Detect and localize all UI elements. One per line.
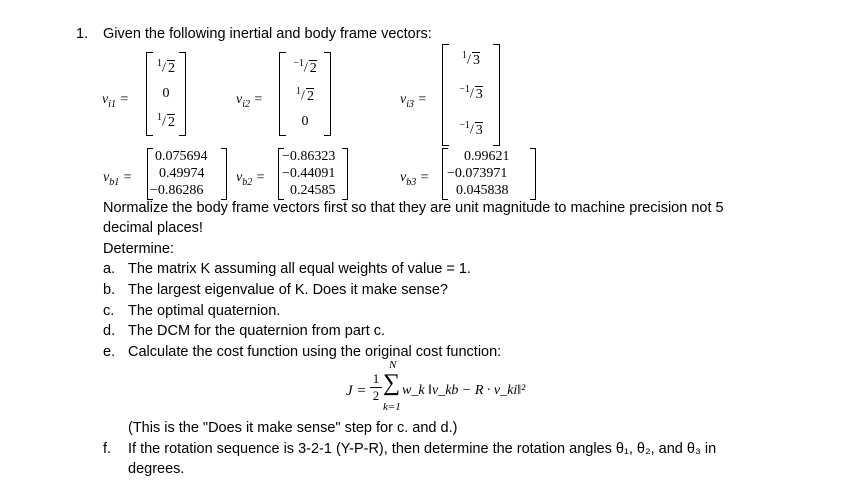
vb2-label: $v_{b2}$ =: [236, 170, 266, 188]
vi1-cell-3: $^1$/ 2: [157, 112, 175, 130]
item-d-letter: d.: [103, 323, 116, 339]
vb3-label: $v_{b3}$ =: [400, 170, 430, 188]
item-f-letter: f.: [103, 441, 112, 457]
item-b-text: The largest eigenvalue of K. Does it make sense?: [128, 282, 448, 298]
equation-fraction: [370, 372, 382, 403]
item-b-letter: b.: [103, 282, 116, 298]
vi3-cell-3: $^{-1}$/ 3: [459, 120, 483, 138]
vector-vi1: [146, 52, 186, 136]
vi2-cell-3: 0: [301, 114, 309, 129]
item-c-text: The optimal quaternion.: [128, 303, 281, 319]
vi3-cell-2: $^{-1}$/ 3: [459, 84, 483, 102]
vector-vi3: [442, 44, 500, 146]
item-f-text-1: If the rotation sequence is 3-2-1 (Y-P-R), then determine the rotation angles θ₁, θ₂, and θ₃ in: [128, 441, 717, 457]
vi2-cell-1: $^{-1}$/ 2: [293, 58, 317, 76]
item-e-text: Calculate the cost function using the original cost function:: [128, 344, 502, 360]
item-a-letter: a.: [103, 261, 116, 277]
vb2-cell-3: 0.24585: [290, 183, 336, 198]
vb2-cell-2: −0.44091: [282, 166, 336, 181]
item-e-letter: e.: [103, 344, 116, 360]
vi2-cell-2: $^1$/ 2: [296, 86, 314, 104]
determine-label: Determine:: [103, 241, 174, 257]
sum-upper: N: [389, 359, 397, 371]
vi1-label: $v_{i1}$ =: [102, 92, 129, 110]
note-line-2: decimal places!: [103, 220, 203, 236]
sum-lower: k=1: [383, 401, 401, 413]
sum-symbol: ∑: [383, 370, 401, 396]
vector-vb1: [147, 148, 227, 200]
vb1-cell-2: 0.49974: [159, 166, 205, 181]
vb1-cell-1: 0.075694: [155, 149, 208, 164]
item-c-letter: c.: [103, 303, 115, 319]
fraction-denominator: 2: [372, 388, 380, 403]
fraction-numerator: 1: [372, 371, 380, 386]
sanity-note: (This is the "Does it make sense" step for c. and d.): [128, 420, 458, 436]
vector-vi2: [279, 52, 331, 136]
equation-body: w_k ‖v_kb − R · v_ki‖²: [402, 383, 526, 398]
vector-vb3: [442, 148, 536, 200]
note-line-1: Normalize the body frame vectors first so that they are unit magnitude to machine precision not 5: [103, 200, 724, 216]
problem-number: 1.: [76, 26, 89, 42]
item-a-text: The matrix K assuming all equal weights of value = 1.: [128, 261, 471, 277]
vi1-cell-1: $^1$/ 2: [157, 58, 175, 76]
vb2-cell-1: −0.86323: [282, 149, 336, 164]
vi3-cell-1: $^1$/ 3: [462, 50, 480, 68]
vector-vb2: [278, 148, 348, 200]
vb3-cell-3: 0.045838: [456, 183, 509, 198]
vb1-label: $v_{b1}$ =: [103, 170, 133, 188]
item-d-text: The DCM for the quaternion from part c.: [128, 323, 386, 339]
vb3-cell-1: 0.99621: [464, 149, 510, 164]
vi1-cell-2: 0: [162, 86, 170, 101]
equation-lhs: J =: [346, 383, 367, 399]
vi3-label: $v_{i3}$ =: [400, 92, 427, 110]
problem-intro: Given the following inertial and body frame vectors:: [103, 26, 432, 42]
vi2-label: $v_{i2}$ =: [236, 92, 263, 110]
vb3-cell-2: −0.073971: [447, 166, 508, 181]
vb1-cell-3: −0.86286: [150, 183, 204, 198]
item-f-text-2: degrees.: [128, 461, 185, 477]
